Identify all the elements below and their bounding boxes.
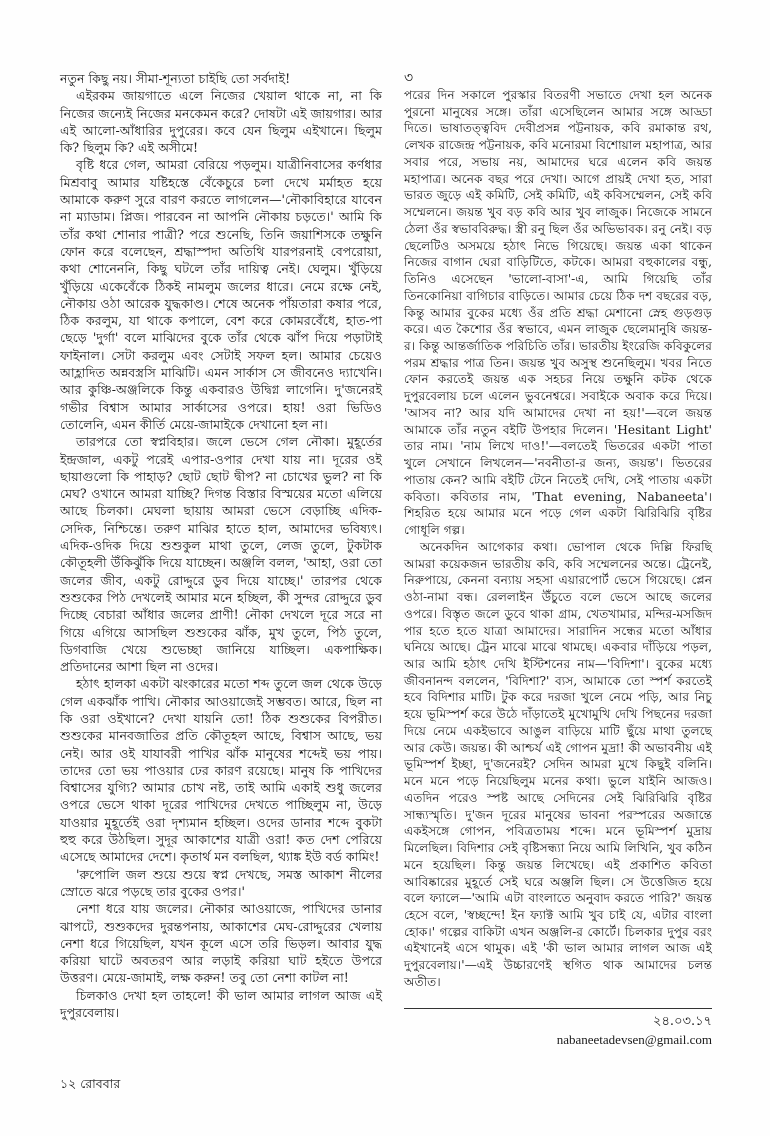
author-email: nabaneetadevsen@gmail.com (556, 1032, 712, 1047)
signature-block (404, 1008, 712, 1049)
divider (404, 1008, 712, 1009)
paragraph: পরের দিন সকালে পুরস্কার বিতরণী সভাতে দেখা হল অনেক পুরনো মানুষের সঙ্গে। তাঁরা এসেছিলেন আমার সঙ্গে আড্ডা দিতে। ভাষাতত্ত্ববিদ দেবীপ্রসন্ন পট্টনায়ক, কবি রমাকান্ত রথ, লেখক রাজেন্দ্র পট্টনায়ক, কবি মনোরমা বিশোয়াল মহাপাত্র, আর সবার পরে, সভায় নয়, আমাদের ঘরে এলেন কবি জয়ন্ত মহাপাত্র। অনেক বছর পরে দেখা। আগে প্রায়ই দেখা হত, সারা ভারত জুড়ে এই কমিটি, সেই কমিটি, এই কবিসম্মেলন, সেই কবি সম্মেলনে। জয়ন্ত খুব বড় কবি আর খুব লাজুক। নিজেকে সামনে ঠেলা ওঁর স্বভাববিরুদ্ধ। স্ত্রী রনু ছিল ওঁর অভিভাবক। রনু নেই। বড় ছেলেটিও অসময়ে হঠাৎ নিভে গিয়েছে। জয়ন্ত একা থাকেন নিজের বাগান ঘেরা বাড়িটিতে, কটকে। আমরা বহুকালের বন্ধু, তিনিও এসেছেন 'ভালো-বাসা'-এ, আমি গিয়েছি তাঁর তিনকোনিয়া বাগিচার বাড়িতে। আমার চেয়ে ঠিক দশ বছরের বড়, কিন্তু আমার বুকের মধ্যে ওঁর প্রতি শ্রদ্ধা মেশানো স্নেহ গুড়গুড় করে। এত কৈশোর ওঁর স্বভাবে, এমন লাজুক ছেলেমানুষি জয়ন্ত-র। কিন্তু আন্তর্জাতিক পরিচিতি তাঁর। ভারতীয় ইংরেজি কবিকুলের পরম শ্রদ্ধার পাত্র তিন। জয়ন্ত খুব অসুস্থ শুনেছিলুম। খবর নিতে ফোন করতেই জয়ন্ত এক সহচর নিয়ে তক্ষুনি কটক থেকে দুপুরবেলায় চলে এলেন ভুবনেশ্বরে। সবাইকে অবাক করে দিয়ে। 'আসব না? আর যদি আমাদের দেখা না হয়!'—বলে জয়ন্ত আমাকে তাঁর নতুন বইটি উপহার দিলেন। 'Hesitant Light' তার নাম। 'নাম লিখে দাও!'—বলতেই ভিতরের একটা পাতা খুলে সেখানে লিখলেন—'নবনীতা-র জন্য, জয়ন্ত'। ভিতরের পাতায় কেন? আমি বইটি টেনে নিতেই দেখি, সেই পাতায় একটা কবিতা। কবিতার নাম, 'That evening, Nabaneeta'। শিহরিত হয়ে আমার মনে পড়ে গেল একটা ঝিরিঝিরি বৃষ্টির গোধূলি গল্প। (404, 88, 712, 538)
paragraph: চিলকাও দেখা হল তাহলে! কী ভাল আমার লাগল আজ এই দুপুরবেলায়। (60, 987, 382, 1021)
paragraph: হঠাৎ হালকা একটা ঝংকারের মতো শব্দ তুলে জল থেকে উড়ে গেল একঝাঁক পাখি। নৌকার আওয়াজেই সম্ভবত। আরে, ছিল না কি ওরা ওইখানে? দেখা যায়নি তো! ঠিক শুশুকের বিপরীত। শুশুকের মানবজাতির প্রতি কৌতূহল আছে, বিশ্বাস আছে, ভয় নেই। আর ওই যাযাবরী পাখির ঝাঁক মানুষের শব্দেই ভয় পায়। তাদের তো ভয় পাওয়ার ঢের কারণ রয়েছে। মানুষ কি পাখিদের বিশ্বাসের যুগ্যি? আমার চোখ নষ্ট, তাই আমি একাই শুধু জলের ওপরে ভেসে থাকা দূরের পাখিদের দেখতে পাচ্ছিলুম না, উড়ে যাওয়ার মুহূর্তেই ওরা দৃশ্যমান হচ্ছিল। ওদের ডানার শব্দে বুকটা হুহু করে উঠছিল। সুদূর আকাশের যাত্রী ওরা! কত দেশ পেরিয়ে এসেছে আমাদের দেশে। কৃতার্থ মন বলছিল, থ্যাঙ্ক ইউ বর্ড কামিং! (60, 676, 382, 865)
quote-paragraph: 'রুপোলি জল শুয়ে শুয়ে স্বপ্ন দেখছে, সমস্ত আকাশ নীলের স্রোতে ঝরে পড়ছে তার বুকের ওপর।' (60, 866, 382, 899)
paragraph: নেশা ধরে যায় জলের। নৌকার আওয়াজে, পাখিদের ডানার ঝাপটে, শুশুকদের দুরন্তপনায়, আকাশের মেঘ-রোদ্দুরের খেলায় নেশা ধরে গিয়েছিল, যখন কূলে এসে তরি ভিড়ল। আবার যুদ্ধ করিয়া ঘাটে অবতরণ আর লড়াই করিয়া ঘাট হইতে উপরে উত্তরণ। মেয়ে-জামাই, লক্ষ করুন! তবু তো নেশা কাটল না! (60, 901, 382, 986)
right-column (404, 70, 712, 991)
paragraph: অনেকদিন আগেকার কথা। ভোপাল থেকে দিল্লি ফিরছি আমরা কয়েকজন ভারতীয় কবি, কবি সম্মেলনের অন্তে। ট্রেনেই, নিরুপায়ে, কেননা বন্যায় সহসা এয়ারপোর্ট ভেসে গিয়েছে। প্লেন ওঠা-নামা বন্ধ। রেললাইন উঁচুতে বলে ভেসে আছে জলের ওপরে। বিস্তৃত জলে ডুবে থাকা গ্রাম, খেতখামার, মন্দির-মসজিদ পার হতে হতে যাত্রা আমাদের। সারাদিন সন্ধের মতো আঁধার ঘনিয়ে আছে। ট্রেন মাঝে মাঝে থামছে। একবার দাঁড়িয়ে পড়ল, আর আমি হঠাৎ দেখি ইস্টিশনের নাম—'বিদিশা'। বুকের মধ্যে জীবনানন্দ বললেন, 'বিদিশা?' ব্যস, আমাকে তো স্পর্শ করতেই হবে বিদিশার মাটি। টুক করে দরজা খুলে নেমে পড়ি, আর নিচু হয়ে ভূমিস্পর্শ করে উঠে দাঁড়াতেই মুখোমুখি দেখি পিছনের দরজা দিয়ে নেমে একইভাবে আঙুল বাড়িয়ে মাটি ছুঁয়ে মাথা তুলছে আর কেউ। জয়ন্ত। কী আশ্চর্য এই গোপন মুদ্রা! কী অভাবনীয় এই ভূমিস্পর্শ ইচ্ছা, দু'জনেরই? সেদিন আমরা মুখে কিছুই বলিনি। মনে মনে পড়ে নিয়েছিলুম মনের কথা। ভুলে যাইনি আজও। এতদিন পরেও স্পষ্ট আছে সেদিনের সেই ঝিরিঝিরি বৃষ্টির সান্ধ্যস্মৃতি। দু'জন দূরের মানুষের ভাবনা পরস্পরের অজান্তে একইসঙ্গে গোপন, পবিত্রতাময় শব্দে। মনে ভূমিস্পর্শ মুদ্রায় মিলেছিল। বিদিশার সেই বৃষ্টিসন্ধ্যা নিয়ে আমি লিখিনি, খুব কঠিন মনে হয়েছিল। কিন্তু জয়ন্ত লিখেছে। এই প্রকাশিত কবিতা আবিষ্কারের মুহূর্তে সেই ঘরে অঞ্জলি ছিল। সে উত্তেজিত হয়ে বলে ফ্যালে—'আমি এটা বাংলাতে অনুবাদ করতে পারি?' জয়ন্ত হেসে বলে, 'স্বচ্ছন্দে! ইন ফ্যাক্ট আমি খুব চাই যে, এটার বাংলা হোক।' গল্পের বাকিটা এখন অঞ্জলি-র কোর্টে। চিলকার দুপুর বরং এইখানেই এসে থামুক। এই 'কী ভাল আমার লাগল আজ এই দুপুরবেলায়।'—এই উচ্চারণেই স্থগিত থাক আমাদের চলন্ত অতীত। (404, 539, 712, 989)
section-number: ৩ (404, 70, 414, 86)
paragraph: এইরকম জায়গাতে এলে নিজের খেয়াল থাকে না, না কি নিজের জন্যেই নিজের মনকেমন করে? দোষটা এই জায়গার। আর এই আলো-আঁধারির দুপুরের। কবে যেন ছিলুম এইখানে। ছিলুম কি? ছিলুম কি? এই অসীমে! (60, 88, 382, 156)
paragraph: নতুন কিছু নয়। সীমা-শূন্যতা চাইছি তো সর্বদাই! (60, 71, 291, 86)
paragraph: তারপরে তো স্বপ্নবিহার। জলে ভেসে গেল নৌকা। মুহূর্তের ইন্দ্রজাল, একটু পরেই এপার-ওপার দেখা যায় না। দূরের ওই ছায়াগুলো কি পাহাড়? ছোট ছোট দ্বীপ? না চোখের ভুল? না কি মেঘ? ওখানে আমরা যাচ্ছি? দিগন্ত বিস্তার বিস্ময়ের মতো এলিয়ে আছে চিলকা। মেঘলা ছায়ায় আমরা ভেসে বেড়াচ্ছি এদিক-সেদিক, নিশ্চিন্তে। তরুণ মাঝির হাতে হাল, আমাদের ভবিষ্যৎ। এদিক-ওদিক দিয়ে শুশুকুল মাথা তুলে, লেজ তুলে, টুকটাক কৌতূহলী উঁকিঝুঁকি দিয়ে যাচ্ছেন। অঞ্জলি বলল, 'আহা, ওরা তো জলের জীব, একটু রোদ্দুরে ডুব দিয়ে যাচ্ছে।' তারপর থেকে শুশুকের পিঠ দেখলেই আমার মনে হচ্ছিল, কী সুন্দর রোদ্দুরে ডুব দিচ্ছে বেচারা আঁধার জলের প্রাণী! নৌকা দেখলে দূরে সরে না গিয়ে এগিয়ে আসছিল শুশুকের ঝাঁক, মুখ তুলে, পিঠ তুলে, ডিগবাজি খেয়ে শুভেচ্ছা জানিয়ে যাচ্ছিল। একপাক্ষিক। প্রতিদানের আশা ছিল না ওদের। (60, 434, 382, 675)
article-date: ২৪.০৩.১৭ (653, 1014, 712, 1029)
left-column (60, 70, 382, 1021)
page-folio: ১২ রোববার (60, 1076, 121, 1091)
paragraph: বৃষ্টি ধরে গেল, আমরা বেরিয়ে পড়লুম। যাত্রীনিবাসের কর্ণধার মিশ্রবাবু আমার যষ্টিহস্তে বেঁকেচুরে চলা দেখে মর্মাহত হয়ে আমাকে করুণ সুরে বারণ করতে লাগলেন—'নৌকাবিহারে যাবেন না ম্যাডাম। প্লিজ। পারবেন না আপনি নৌকায় চড়তে।' আমি কি তাঁর কথা শোনার পাত্রী? পরে শুনেছি, তিনি জয়াশিসকে তক্ষুনি ফোন করে বলেছেন, শ্রদ্ধাস্পদা অতিথি যারপরনাই বেপরোয়া, কথা শোনেননি, কিছু ঘটলে তাঁর দায়িত্ব নেই। ঘেলুম। খুঁড়িয়ে খুঁড়িয়ে একেবেঁকে ঠিকই নামলুম জলের ধারে। নেমে রক্ষে নেই, নৌকায় ওঠা আরেক যুদ্ধকাণ্ড। শেষে অনেক পাঁয়তারা কষার পরে, ঠিক করলুম, যা থাকে কপালে, বেশ করে কোমরবেঁধে, হাত-পা ছেড়ে 'দুর্গা' বলে মাঝিদের বুকে তাঁর থেকে ঝাঁপ দিয়ে পড়াটাই ফাইনাল। সেটা করলুম এবং সেটাই সফল হল। আমার চেয়েও আহ্লাদিত অন্নবস্ত্রসি মাঝিটি। এমন সার্কাস সে জীবনেও দ্যাখেনি। আর কুঞ্চি-অঞ্জলিকে কিন্তু একবারও উদ্বিগ্ন লাগেনি। দু'জনেরই গভীর বিশ্বাস আমার সার্কাসের ওপরে। হায়! ওরা ভিডিও তোলেনি, এমন কীর্তি মেয়ে-জামাইকে দেখানো হল না। (60, 157, 382, 432)
